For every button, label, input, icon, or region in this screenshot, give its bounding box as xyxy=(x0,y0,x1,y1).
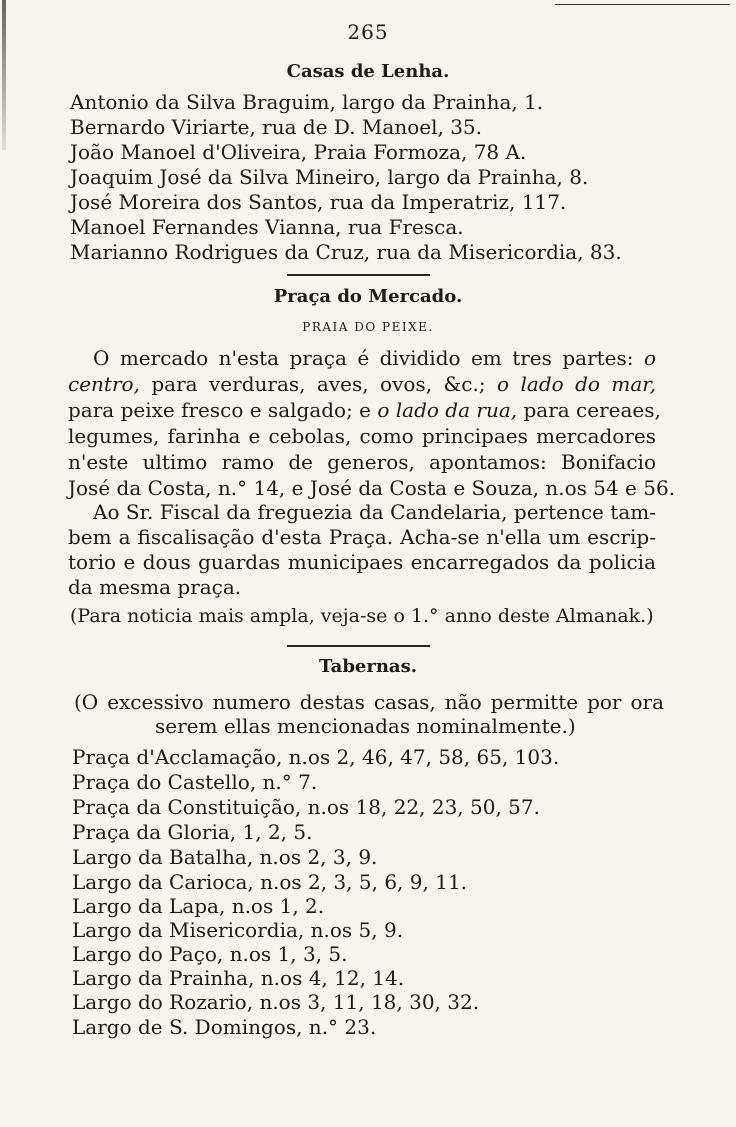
paragraph-line: O mercado n'esta praça é dividido em tres partes: o xyxy=(93,346,656,370)
list-item: Joaquim José da Silva Mineiro, largo da Prainha, 8. xyxy=(70,165,589,189)
paragraph-line: n'este ultimo ramo de generos, apontamos: Bonifacio xyxy=(68,450,656,474)
list-item: Largo da Batalha, n.os 2, 3, 9. xyxy=(72,845,378,869)
section-heading-praca-do-mercado: Praça do Mercado. xyxy=(273,286,463,307)
list-item: Praça da Constituição, n.os 18, 22, 23, 50, 57. xyxy=(72,795,540,819)
list-item: Largo da Misericordia, n.os 5, 9. xyxy=(72,918,404,942)
page-number: 265 xyxy=(347,20,389,44)
list-item: Bernardo Viriarte, rua de D. Manoel, 35. xyxy=(70,115,483,139)
paragraph-line: legumes, farinha e cebolas, como principaes mercadores xyxy=(68,424,656,448)
paragraph-line: José da Costa, n.° 14, e José da Costa e Souza, n.os 54 e 56. xyxy=(68,476,676,500)
list-item: Largo do Paço, n.os 1, 3, 5. xyxy=(72,942,348,966)
list-item: Largo de S. Domingos, n.° 23. xyxy=(72,1015,377,1039)
section-note: serem ellas mencionadas nominalmente.) xyxy=(155,714,576,738)
list-item: Largo da Lapa, n.os 1, 2. xyxy=(72,894,325,918)
section-divider xyxy=(287,645,430,647)
list-item: Manoel Fernandes Vianna, rua Fresca. xyxy=(70,215,464,239)
paragraph-line: da mesma praça. xyxy=(68,575,242,599)
list-item: Largo da Prainha, n.os 4, 12, 14. xyxy=(72,966,405,990)
list-item: Largo da Carioca, n.os 2, 3, 5, 6, 9, 11. xyxy=(72,870,468,894)
section-heading-casas-de-lenha: Casas de Lenha. xyxy=(286,61,450,82)
paragraph-line: bem a fiscalisação d'esta Praça. Acha-se n'ella um escrip- xyxy=(68,525,656,549)
list-item: Praça d'Acclamação, n.os 2, 46, 47, 58, 65, 103. xyxy=(72,745,560,769)
section-heading-tabernas: Tabernas. xyxy=(318,656,417,677)
section-subheading: PRAIA DO PEIXE. xyxy=(302,320,434,334)
list-item: Largo do Rozario, n.os 3, 11, 18, 30, 32. xyxy=(72,990,480,1014)
list-item: Praça da Gloria, 1, 2, 5. xyxy=(72,820,313,844)
top-edge-rule xyxy=(555,4,730,5)
paragraph-line: torio e dous guardas municipaes encarregados da policia xyxy=(68,550,656,574)
section-divider xyxy=(287,274,430,276)
reference-note: (Para noticia mais ampla, veja-se o 1.° anno deste Almanak.) xyxy=(70,605,654,627)
list-item: Marianno Rodrigues da Cruz, rua da Misericordia, 83. xyxy=(70,240,622,264)
section-note: (O excessivo numero destas casas, não permitte por ora xyxy=(74,690,664,714)
paragraph-line: para peixe fresco e salgado; e o lado da rua, para cereaes, xyxy=(68,398,661,422)
paragraph-line: Ao Sr. Fiscal da freguezia da Candelaria, pertence tam- xyxy=(93,500,656,524)
list-item: José Moreira dos Santos, rua da Imperatriz, 117. xyxy=(70,190,567,214)
list-item: João Manoel d'Oliveira, Praia Formoza, 78 A. xyxy=(70,140,527,164)
list-item: Antonio da Silva Braguim, largo da Prainha, 1. xyxy=(70,90,544,114)
list-item: Praça do Castello, n.° 7. xyxy=(72,770,318,794)
paragraph-line: centro, para verduras, aves, ovos, &c.; o lado do mar, xyxy=(68,372,657,396)
